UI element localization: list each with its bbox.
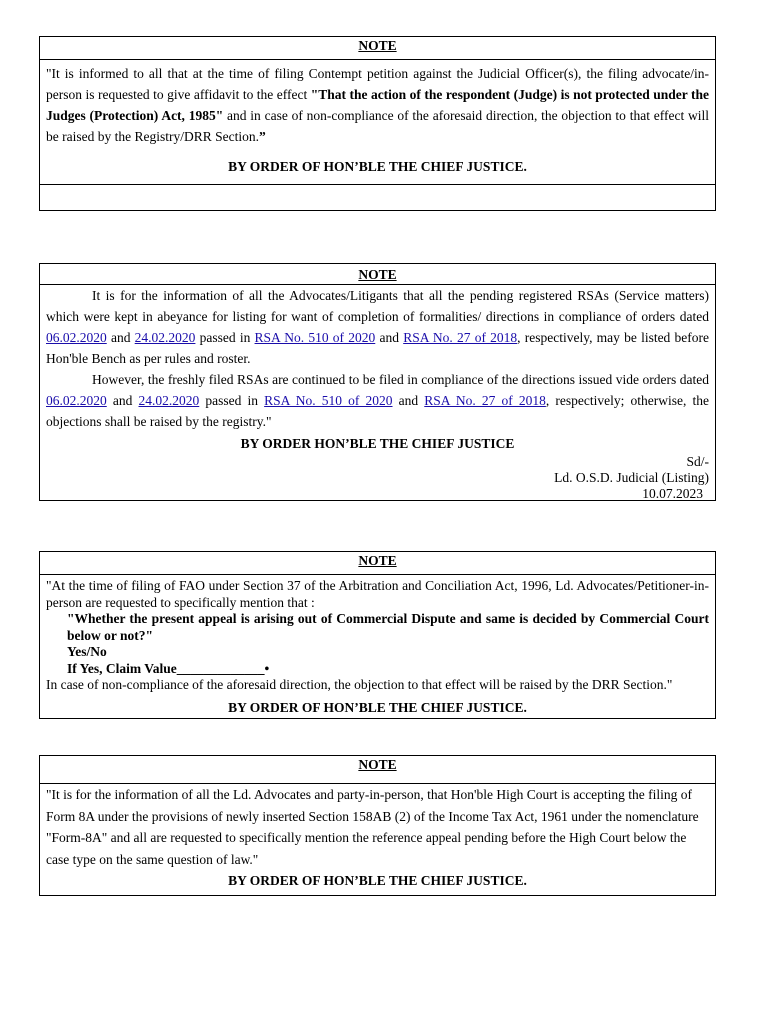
order-date-link[interactable]: 24.02.2020 [138,393,200,408]
note-form-8a [39,755,716,896]
order-line: BY ORDER HON’BLE THE CHIEF JUSTICE [240,436,515,451]
text-part: However, the freshly filed RSAs are continued to be filed in compliance of the directions issued vide orders dated [92,372,709,387]
order-date-link[interactable]: 24.02.2020 [134,330,196,345]
text-part: and [375,330,404,345]
closing-quote: ” [258,129,266,144]
note-text-part: "It is informed to all that at the time of filing Contempt petition against the Judicial Officer(s), the filing advocate/in-person is requested to give affidavit to the effect [46,66,709,102]
order-date-link[interactable]: 06.02.2020 [46,330,107,345]
note-rsa-listing [39,263,716,501]
note-title: NOTE [40,264,715,285]
note-text-part: and in case of non-compliance of the aforesaid direction, the objection to that effect will be raised by the Registry/DRR Section. [46,108,710,144]
note-intro: "At the time of filing of FAO under Section 37 of the Arbitration and Conciliation Act, 1996, Ld. Advocates/Petitioner-in-person are requested to specifically mention that : [46,578,709,610]
note-body [40,60,715,176]
note-body [40,285,715,454]
claim-value-field: If Yes, Claim Value_____________• [67,660,270,676]
text-part: It is for the information of all the Advocates/Litigants that all the pending registered RSAs (Service matters) which were kept in abeyance for listing for want of completion of formalities/ directions in compliance of orders dated [46,288,709,324]
note-body [40,575,715,717]
text-part: passed in [199,393,265,408]
text-part: and [106,330,135,345]
commercial-dispute-question: "Whether the present appeal is arising out of Commercial Dispute and same is decided by Commercial Court below or not?" [67,611,709,643]
note-bold-text: "That the action of the respondent (Judge) is not protected under the Judges (Protection) Act, 1985" [46,87,710,123]
paragraph-pending-rsas [46,285,709,369]
rsa-case-link[interactable]: RSA No. 27 of 2018 [424,393,546,408]
order-line: BY ORDER OF HON’BLE THE CHIEF JUSTICE. [228,873,527,888]
order-line: BY ORDER OF HON’BLE THE CHIEF JUSTICE. [228,699,527,715]
text-part: and [392,393,425,408]
text-part: and [106,393,139,408]
rsa-case-link[interactable]: RSA No. 510 of 2020 [264,393,393,408]
order-date-link[interactable]: 06.02.2020 [46,393,107,408]
yes-no-option: Yes/No [67,644,107,659]
rsa-case-link[interactable]: RSA No. 27 of 2018 [403,330,518,345]
note-text [46,63,709,147]
note-closing: In case of non-compliance of the aforesaid direction, the objection to that effect will be raised by the DRR Section." [46,677,673,692]
note-contempt-petition [39,36,716,211]
signature-date: 10.07.2023 [642,486,703,501]
paragraph-fresh-rsas [46,369,709,432]
text-part: , respectively; otherwise, the objections shall be raised by the registry." [46,393,709,429]
note-fao-arbitration [39,551,716,719]
text-part: , respectively, may be listed before Hon'ble Bench as per rules and roster. [46,330,709,366]
text-part: passed in [195,330,255,345]
signature-sd: Sd/- [686,454,709,469]
note-text: "It is for the information of all the Ld. Advocates and party-in-person, that Hon'ble High Court is accepting the filing of Form 8A under the provisions of newly inserted Section 158AB (2) of the Income Tax Act, 1961 under the nomenclature "Form-8A" and all are requested to specifically mention the reference appeal pending before the High Court below the case type on the same question of law." [46,787,699,867]
rsa-case-link[interactable]: RSA No. 510 of 2020 [254,330,376,345]
note-title: NOTE [40,756,715,784]
note-title: NOTE [40,552,715,575]
empty-row [40,184,715,185]
order-line: BY ORDER OF HON’BLE THE CHIEF JUSTICE. [228,159,527,174]
note-title: NOTE [40,37,715,60]
signature-officer: Ld. O.S.D. Judicial (Listing) [554,470,709,485]
note-body [40,784,715,890]
